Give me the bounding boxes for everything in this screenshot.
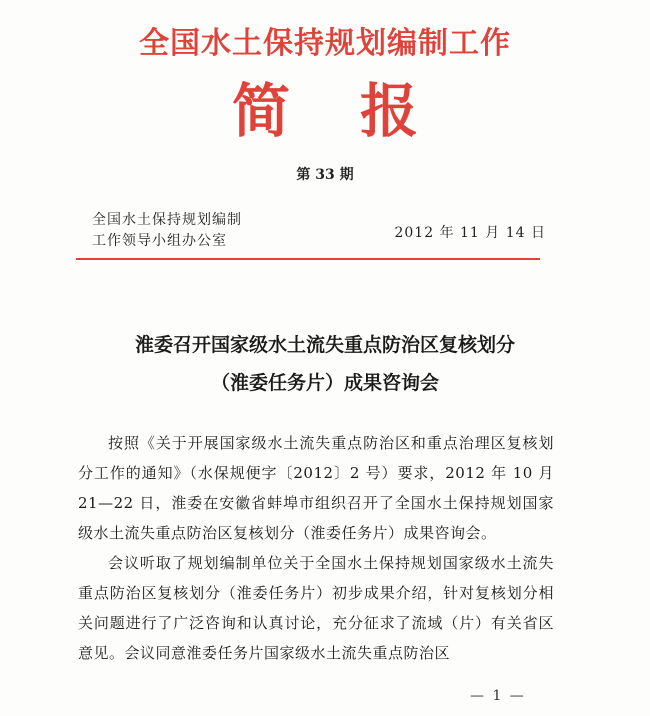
issuer-line-2: 工作领导小组办公室 [92,233,227,249]
red-divider-line [76,258,540,260]
issue-date: 2012 年 11 月 14 日 [394,225,546,241]
article-body [78,428,554,668]
headline-line-1: 淮委召开国家级水土流失重点防治区复核划分 [134,334,515,356]
brief-title: 简报 [231,77,488,145]
paragraph: 会议听取了规划编制单位关于全国水土保持规划国家级水土流失重点防治区复核划分（淮委任务片）初步成果介绍，针对复核划分相关问题进行了广泛咨询和认真讨论，充分征求了流域（片）有关省区意见。会议同意淮委任务片国家级水土流失重点防治区 [78,554,554,662]
issuer-block [92,210,242,252]
org-title: 全国水土保持规划编制工作 [139,26,511,61]
headline-line-2: （淮委任务片）成果咨询会 [210,372,439,394]
issue-number: 第 33 期 [296,167,354,183]
paragraph: 按照《关于开展国家级水土流失重点防治区和重点治理区复核划分工作的通知》（水保规便字〔2012〕2 号）要求，2012 年 10 月 21—22 日，淮委在安徽省蚌埠市组织召开了全国水土保持规划国家级水土流失重点防治区复核划分（淮委任务片）成果咨询会。 [78,434,554,542]
issuer-line-1: 全国水土保持规划编制 [92,212,242,228]
article-headline [0,326,650,402]
page-number: — 1 — [470,688,526,704]
